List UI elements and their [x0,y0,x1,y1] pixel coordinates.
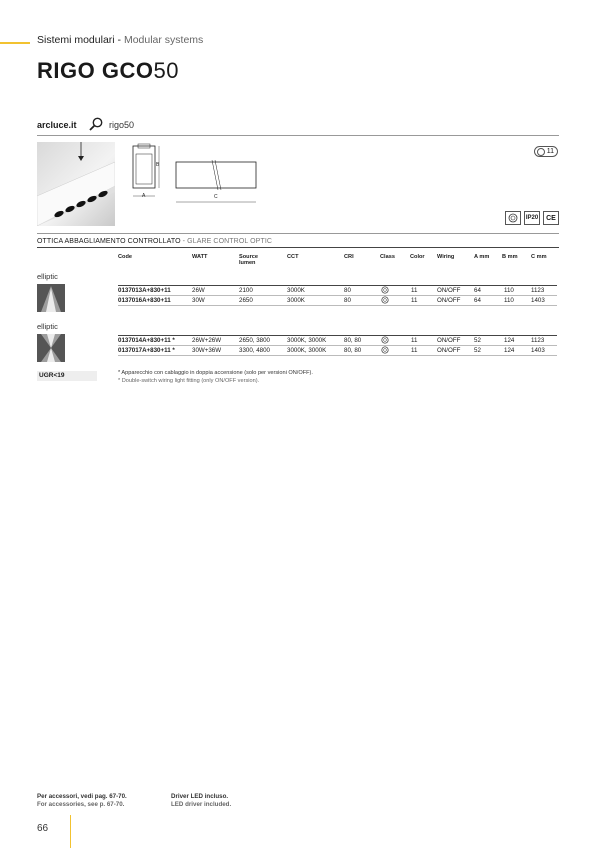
row-divider [118,345,557,346]
cell-c: 1403 [531,297,545,304]
cell-cct: 3000K [287,297,305,304]
accessories-note-it: Per accessori, vedi pag. 67-70. [37,793,127,800]
header-b: B mm [502,254,518,260]
accent-rule [0,42,30,44]
ugr-badge: UGR<19 [37,371,97,381]
header-source: Source [239,254,258,260]
cell-color: 11 [411,347,418,354]
driver-note-it: Driver LED incluso. [171,793,229,800]
cell-code: 0137017A+830+11 * [118,347,175,354]
cell-lumen: 2650 [239,297,253,304]
header-c: C mm [531,254,547,260]
search-icon [88,117,104,131]
driver-note-en: LED driver included. [171,801,232,808]
cell-color: 11 [411,287,418,294]
cell-lumen: 2650, 3800 [239,337,270,344]
ip20-badge: IP20 [524,211,540,225]
cell-cri: 80, 80 [344,337,362,344]
row-divider [118,355,557,356]
search-term: rigo50 [109,120,135,130]
dim-label-c: C [214,194,218,200]
divider [37,247,559,248]
cell-watt: 30W [192,297,205,304]
cell-watt: 26W+26W [192,337,222,344]
group-label: elliptic [37,322,58,331]
note-it: * Apparecchio con cablaggio in doppia accensione (solo per versioni ON/OFF). [118,370,313,376]
divider [37,233,559,234]
class-icon [537,148,545,156]
row-divider [118,295,557,296]
accessories-note-en: For accessories, see p. 67-70. [37,801,125,808]
cell-lumen: 2100 [239,287,253,294]
cell-a: 64 [474,297,481,304]
cell-cri: 80, 80 [344,347,362,354]
cell-cri: 80 [344,297,351,304]
class-badge: 11 [534,146,558,157]
cell-code: 0137016A+830+11 [118,297,171,304]
optic-thumbnail [37,284,65,312]
header-class: Class [380,254,395,260]
header-cct: CCT [287,254,299,260]
cell-color: 11 [411,337,418,344]
cell-cct: 3000K [287,287,305,294]
cell-watt: 30W+36W [192,347,222,354]
cell-wiring: ON/OFF [437,337,461,344]
dim-label-b: B [156,162,160,168]
header-lumen: lumen [239,260,256,266]
cell-code: 0137013A+830+11 [118,287,171,294]
cell-b: 124 [504,347,515,354]
divider [37,135,559,136]
protection-class-icon [505,211,521,225]
dim-label-a: A [142,193,146,199]
header-color: Color [410,254,425,260]
row-divider [118,285,557,286]
cell-c: 1123 [531,287,545,294]
header-wiring: Wiring [437,254,455,260]
cell-cri: 80 [344,287,351,294]
row-divider [118,305,557,306]
page-number: 66 [37,823,49,834]
page-accent-rule [70,815,71,848]
cell-color: 11 [411,297,418,304]
cell-wiring: ON/OFF [437,347,461,354]
cell-a: 64 [474,287,481,294]
cell-c: 1123 [531,337,545,344]
header-watt: WATT [192,254,208,260]
optic-thumbnail [37,334,65,362]
cell-cct: 3000K, 3000K [287,337,327,344]
header-a: A mm [474,254,490,260]
section-title: Sistemi modulari - Modular systems [37,34,204,46]
ce-mark-badge: CE [543,211,559,225]
technical-drawing [128,140,268,210]
cell-c: 1403 [531,347,545,354]
product-title: RIGO GCO50 [37,58,179,83]
cell-code: 0137014A+830+11 * [118,337,175,344]
cell-b: 110 [504,297,514,304]
cell-b: 110 [504,287,514,294]
header-code: Code [118,254,132,260]
site-link[interactable]: arcluce.it [37,120,77,130]
cell-b: 124 [504,337,515,344]
optic-title: OTTICA ABBAGLIAMENTO CONTROLLATO - GLARE CONTROL OPTIC [37,238,273,245]
group-label: elliptic [37,272,58,281]
header-cri: CRI [344,254,354,260]
cell-cct: 3000K, 3000K [287,347,327,354]
cell-a: 52 [474,347,481,354]
cell-watt: 26W [192,287,205,294]
cell-lumen: 3300, 4800 [239,347,270,354]
cell-a: 52 [474,337,481,344]
cell-wiring: ON/OFF [437,297,461,304]
row-divider [118,335,557,336]
product-photo [37,142,115,226]
note-en: * Double-switch wiring light fitting (only ON/OFF version). [118,378,260,384]
cell-wiring: ON/OFF [437,287,461,294]
